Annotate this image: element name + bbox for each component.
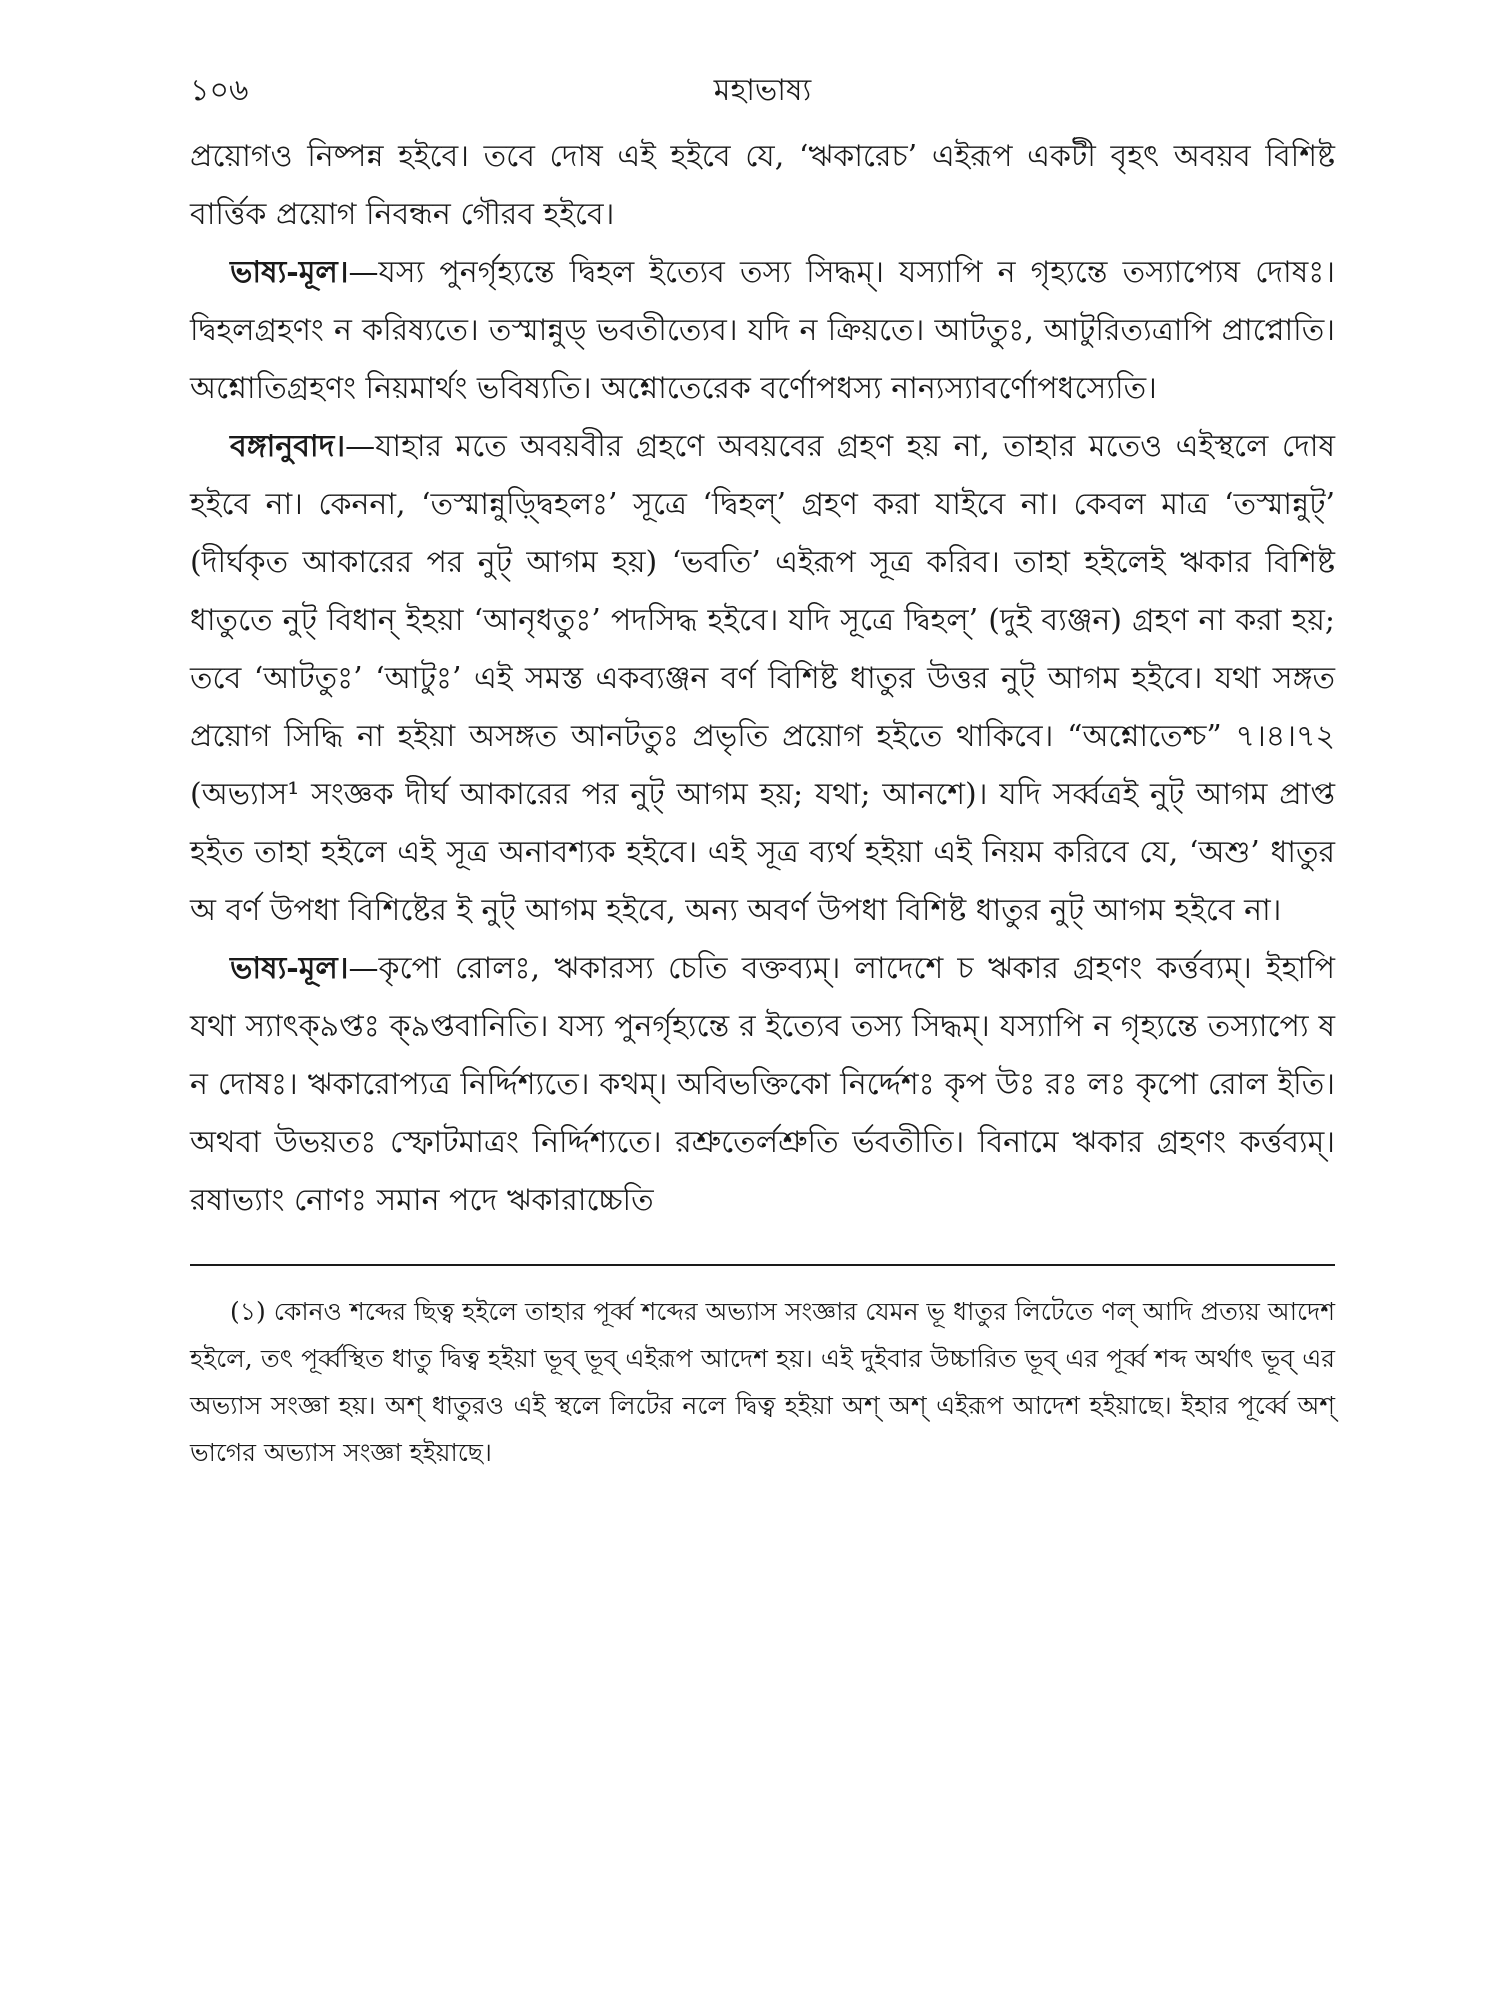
footnote-divider [190,1264,1335,1266]
paragraph-bhashya-mool-2 [190,940,1335,1230]
paragraph-bhashya-mool-1 [190,244,1335,418]
main-text [190,128,1335,1230]
section-lead: বঙ্গানুবাদ। [230,429,346,464]
paragraph-continuation [190,128,1335,244]
paragraph-text: —যস্য পুনর্গৃহ্যন্তে দ্বিহল ইত্যেব তস্য সিদ্ধম্। যস্যাপি ন গৃহ্যন্তে তস্যাপ্যেষ দোষঃ। দ্বিহলগ্রহণং ন করিষ্যতে। তস্মান্নুড্ ভবতীত্যেব। যদি ন ক্রিয়তে। আটতুঃ, আটুরিত্যত্রাপি প্রাপ্নোতি। অশ্নোতিগ্রহণং নিয়মার্থং ভবিষ্যতি। অশ্নোতেরেক বর্ণোপধস্য নান্যস্যাবর্ণোপধস্যেতি। [190,255,1335,406]
footnote [190,1288,1335,1476]
paragraph-text: —কৃপো রোলঃ, ঋকারস্য চেতি বক্তব্যম্। লাদেশে চ ঋকার গ্রহণং কর্ত্তব্যম্। ইহাপি যথা স্যাৎক্৯প্তঃ ক্৯প্তবানিতি। যস্য পুনর্গৃহ্যন্তে র ইত্যেব তস্য সিদ্ধম্। যস্যাপি ন গৃহ্যন্তে তস্যাপ্যে ষ ন দোষঃ। ঋকারোপ্যত্র নির্দ্দিশ্যতে। কথম্। অবিভক্তিকো নির্দ্দেশঃ কৃপ উঃ রঃ লঃ কৃপো রোল ইতি। অথবা উভয়তঃ স্ফোটমাত্রং নির্দ্দিশ্যতে। রশ্রুতের্লশ্রুতি র্ভবতীতি। বিনামে ঋকার গ্রহণং কর্ত্তব্যম্। রষাভ্যাং নোণঃ সমান পদে ঋকারাচ্চেতি [190,951,1335,1218]
paragraph-text: প্রয়োগও নিষ্পন্ন হইবে। তবে দোষ এই হইবে যে, ‘ঋকারেচ’ এইরূপ একটী বৃহৎ অবয়ব বিশিষ্ট বার্ত্তিক প্রয়োগ নিবন্ধন গৌরব হইবে। [190,139,1335,232]
footnote-text: (১) কোনও শব্দের ছিত্ব হইলে তাহার পূর্ব্ব শব্দের অভ্যাস সংজ্ঞার যেমন ভূ ধাতুর লিটেতে ণল্ আদি প্রত্যয় আদেশ হইলে, তৎ পূর্ব্বস্থিত ধাতু দ্বিত্ব হইয়া ভূব্ ভূব্ এইরূপ আদেশ হয়। এই দুইবার উচ্চারিত ভূব্ এর পূর্ব্ব শব্দ অর্থাৎ ভূব্ এর অভ্যাস সংজ্ঞা হয়। অশ্ ধাতুরও এই স্থলে লিটের নলে দ্বিত্ব হইয়া অশ্ অশ্ এইরূপ আদেশ হইয়াছে। ইহার পূর্ব্বে অশ্ ভাগের অভ্যাস সংজ্ঞা হইয়াছে। [190,1297,1335,1467]
running-head [190,60,1335,114]
book-page [190,60,1335,1476]
section-lead: ভাষ্য-মূল। [230,951,349,986]
book-title: মহাভাষ্য [713,73,812,108]
paragraph-bangla-translation [190,418,1335,940]
section-lead: ভাষ্য-মূল। [230,255,349,290]
page-number: ১০৬ [190,73,249,108]
paragraph-text: —যাহার মতে অবয়বীর গ্রহণে অবয়বের গ্রহণ হয় না, তাহার মতেও এইস্থলে দোষ হইবে না। কেননা, ‘তস্মান্নুড়্দ্বিহলঃ’ সূত্রে ‘দ্বিহল্’ গ্রহণ করা যাইবে না। কেবল মাত্র ‘তস্মান্নুট্’ (দীর্ঘকৃত আকারের পর নুট্ আগম হয়) ‘ভবতি’ এইরূপ সূত্র করিব। তাহা হইলেই ঋকার বিশিষ্ট ধাতুতে নুট্ বিধান্ ইহয়া ‘আনৃধতুঃ’ পদসিদ্ধ হইবে। যদি সূত্রে দ্বিহল্’ (দুই ব্যঞ্জন) গ্রহণ না করা হয়; তবে ‘আটতুঃ’ ‘আটুঃ’ এই সমস্ত একব্যঞ্জন বর্ণ বিশিষ্ট ধাতুর উত্তর নুট্ আগম হইবে। যথা সঙ্গত প্রয়োগ সিদ্ধি না হইয়া অসঙ্গত আনটতুঃ প্রভৃতি প্রয়োগ হইতে থাকিবে। “অশ্নোতেশ্চ” ৭।৪।৭২ (অভ্যাস¹ সংজ্ঞক দীর্ঘ আকারের পর নুট্ আগম হয়; যথা; আনশে)। যদি সর্ব্বত্রই নুট্ আগম প্রাপ্ত হইত তাহা হইলে এই সূত্র অনাবশ্যক হইবে। এই সূত্র ব্যর্থ হইয়া এই নিয়ম করিবে যে, ‘অশু’ ধাতুর অ বর্ণ উপধা বিশিষ্টের ই নুট্ আগম হইবে, অন্য অবর্ণ উপধা বিশিষ্ট ধাতুর নুট্ আগম হইবে না। [190,429,1335,928]
